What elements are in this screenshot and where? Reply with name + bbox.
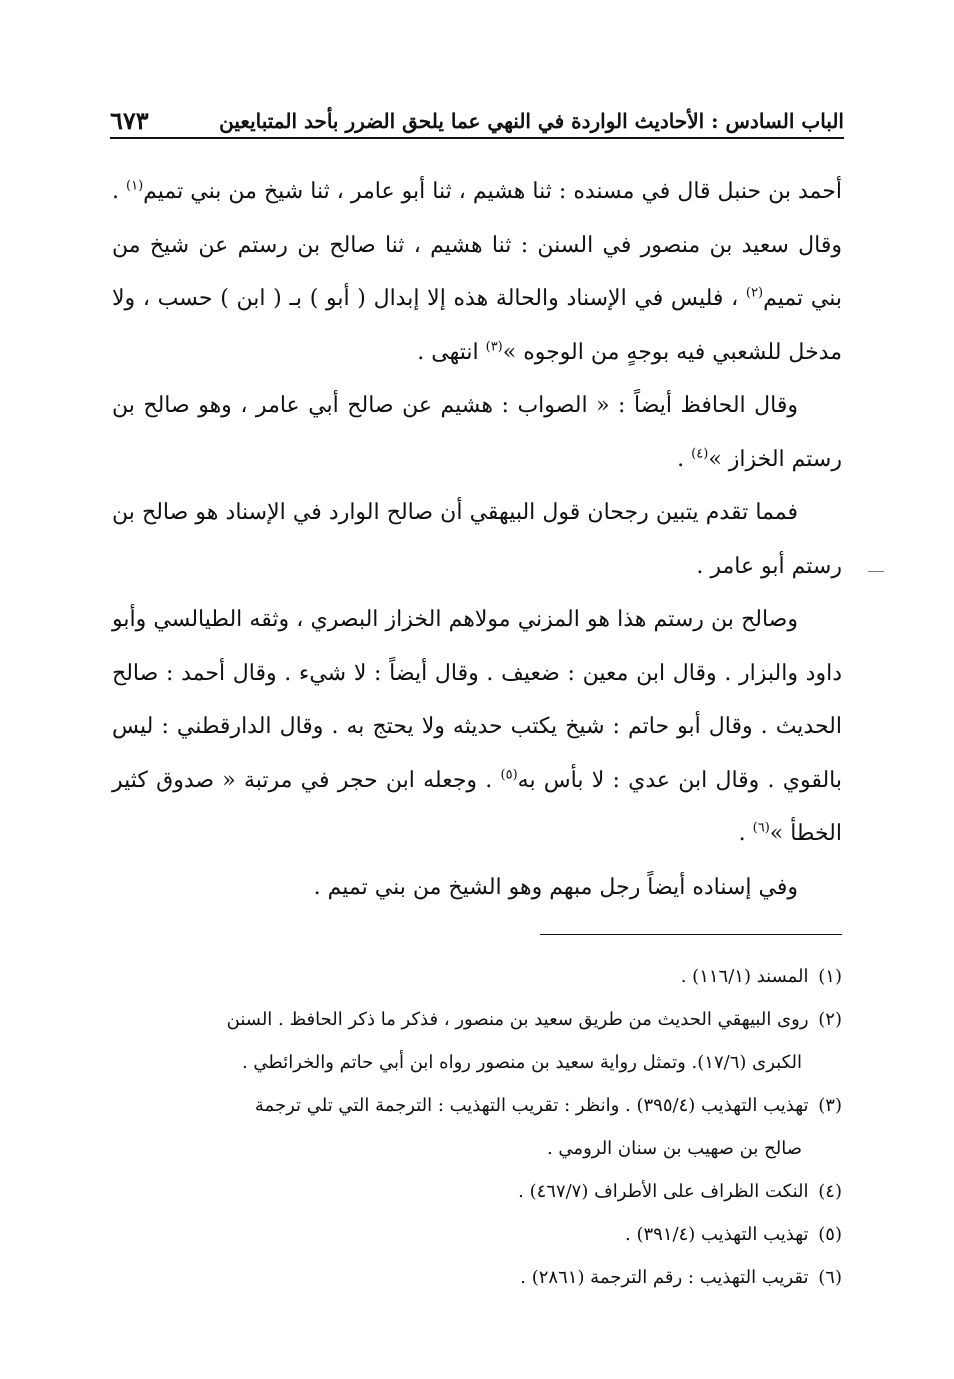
text-run: . — [738, 821, 753, 846]
footnote-number: (٤) — [818, 1181, 842, 1202]
footnote-text: روى البيهقي الحديث من طريق سعيد بن منصور ، فذكر ما ذكر الحافظ . السنن — [226, 1009, 809, 1030]
footnote-ref: (٥) — [500, 767, 518, 783]
footnote-line — [112, 955, 842, 998]
footnote-number: (٣) — [818, 1095, 842, 1116]
text-run: ، فليس في الإسناد والحالة هذه إلا إبدال ( أبو ) بـ ( ابن ) حسب ، ولا مدخل للشعبي فيه بوجهٍ من الوجوه » — [112, 286, 842, 365]
footnote-line — [112, 998, 842, 1041]
footnote — [112, 1170, 842, 1213]
footnote-ref: (٣) — [485, 339, 503, 355]
text-run: وصالح بن رستم هذا هو المزني مولاهم الخزاز البصري ، وثقه الطيالسي وأبو داود والبزار . وقال ابن معين : ضعيف . وقال أيضاً : لا شيء . وقال أحمد : صالح الحديث . وقال أبو حاتم : شيخ يكتب حديثه ولا يحتج به . وقال الدارقطني : ليس بالقوي . وقال ابن عدي : لا بأس به — [112, 607, 842, 793]
paragraph — [112, 165, 842, 379]
footnote-text: صالح بن صهيب بن سنان الرومي . — [546, 1138, 802, 1159]
footnote-ref: (٢) — [745, 285, 764, 301]
text-run: انتهى . — [417, 339, 486, 365]
margin-mark — [868, 571, 884, 572]
chapter-title: الباب السادس : الأحاديث الواردة في النهي عما يلحق الضرر بأحد المتبايعين — [219, 109, 844, 133]
footnote-ref: (٦) — [752, 820, 770, 836]
footnote-number: (٢) — [818, 1009, 842, 1030]
text-run: . وقال سعيد بن منصور في السنن : ثنا هشيم ، ثنا صالح بن رستم عن شيخ من بني تميم — [112, 179, 842, 311]
footnote-number: (٥) — [818, 1224, 842, 1245]
paragraph — [112, 861, 842, 915]
footnote — [112, 1213, 842, 1256]
text-run: . وجعله ابن حجر في مرتبة « صدوق كثير الخطأ » — [112, 767, 842, 846]
footnote-line — [112, 1170, 842, 1213]
text-run: فمما تقدم يتبين رجحان قول البيهقي أن صالح الوارد في الإسناد هو صالح بن رستم أبو عامر . — [112, 500, 842, 579]
footnote-text: تهذيب التهذيب (٣٩١/٤) . — [625, 1224, 809, 1245]
paragraph — [112, 593, 842, 861]
paragraph — [112, 486, 842, 593]
footnote-line — [112, 1256, 842, 1299]
footnote-line — [112, 1084, 842, 1127]
footnote — [112, 1256, 842, 1299]
page-number: ٦٧٣ — [110, 106, 149, 135]
footnote-line — [112, 1213, 842, 1256]
footnote-text: تهذيب التهذيب (٣٩٥/٤) . وانظر : تقريب التهذيب : الترجمة التي تلي ترجمة — [254, 1095, 809, 1116]
text-run: . — [677, 446, 692, 472]
footnote-ref: (٤) — [691, 446, 709, 462]
footnote-text: تقريب التهذيب : رقم الترجمة (٢٨٦١) . — [520, 1267, 809, 1288]
footnote-number: (١) — [818, 966, 842, 987]
running-header — [110, 97, 844, 139]
footnote-ref: (١) — [126, 178, 144, 194]
main-text — [112, 165, 842, 914]
footnote — [112, 998, 842, 1084]
text-run: وفي إسناده أيضاً رجل مبهم وهو الشيخ من بني تميم . — [313, 874, 798, 900]
footnote-line — [112, 1127, 842, 1170]
footnote-text: الكبرى (١٧/٦). وتمثل رواية سعيد بن منصور رواه ابن أبي حاتم والخرائطي . — [241, 1052, 802, 1073]
paragraph — [112, 379, 842, 486]
footnote — [112, 955, 842, 998]
footnote-text: النكت الظراف على الأطراف (٤٦٧/٧) . — [518, 1181, 809, 1202]
footnote-divider — [540, 934, 842, 935]
footnote — [112, 1084, 842, 1170]
footnote-text: المسند (١١٦/١) . — [680, 966, 809, 987]
text-run: أحمد بن حنبل قال في مسنده : ثنا هشيم ، ثنا أبو عامر ، ثنا شيخ من بني تميم — [143, 179, 842, 204]
footnote-number: (٦) — [818, 1267, 842, 1288]
text-run: وقال الحافظ أيضاً : « الصواب : هشيم عن صالح أبي عامر ، وهو صالح بن رستم الخزاز » — [112, 393, 842, 472]
footnotes — [112, 955, 842, 1299]
footnote-line — [112, 1041, 842, 1084]
